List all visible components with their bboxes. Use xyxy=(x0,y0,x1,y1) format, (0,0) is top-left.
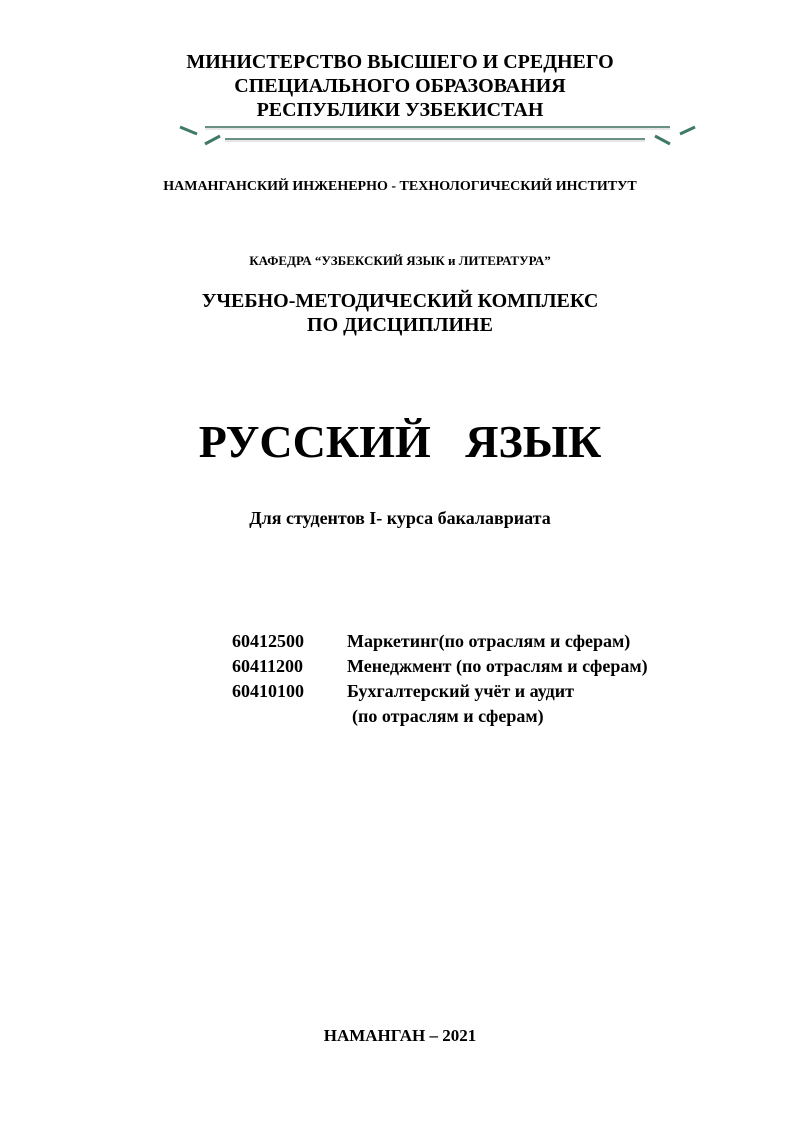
ministry-line: РЕСПУБЛИКИ УЗБЕКИСТАН xyxy=(256,99,544,121)
ministry-line: СПЕЦИАЛЬНОГО ОБРАЗОВАНИЯ xyxy=(234,75,566,97)
program-code: 60412500 xyxy=(232,631,304,651)
decorative-divider xyxy=(175,122,700,152)
department-name: КАФЕДРА “УЗБЕКСКИЙ ЯЗЫК и ЛИТЕРАТУРА” xyxy=(249,253,551,268)
program-code: 60411200 xyxy=(232,656,304,676)
complex-line: УЧЕБНО-МЕТОДИЧЕСКИЙ КОМПЛЕКС xyxy=(201,290,599,312)
program-name-continued: (по отраслям и сферам) xyxy=(352,706,544,726)
ministry-heading xyxy=(0,50,800,122)
complex-heading xyxy=(0,289,800,337)
program-name: Бухгалтерский учёт и аудит xyxy=(347,681,574,701)
city-year: НАМАНГАН – 2021 xyxy=(323,1026,477,1045)
ministry-line: МИНИСТЕРСТВО ВЫСШЕГО И СРЕДНЕГО xyxy=(186,51,614,73)
document-title: РУССКИЙ ЯЗЫК xyxy=(198,416,602,467)
program-name: Менеджмент (по отраслям и сферам) xyxy=(347,656,648,676)
complex-line: ПО ДИСЦИПЛИНЕ xyxy=(307,314,493,336)
program-code: 60410100 xyxy=(232,681,304,701)
institute-name: НАМАНГАНСКИЙ ИНЖЕНЕРНО - ТЕХНОЛОГИЧЕСКИЙ ИНСТИТУТ xyxy=(163,179,637,194)
audience-text: Для студентов I- курса бакалавриата xyxy=(249,508,551,528)
program-name: Маркетинг(по отраслям и сферам) xyxy=(347,631,631,651)
